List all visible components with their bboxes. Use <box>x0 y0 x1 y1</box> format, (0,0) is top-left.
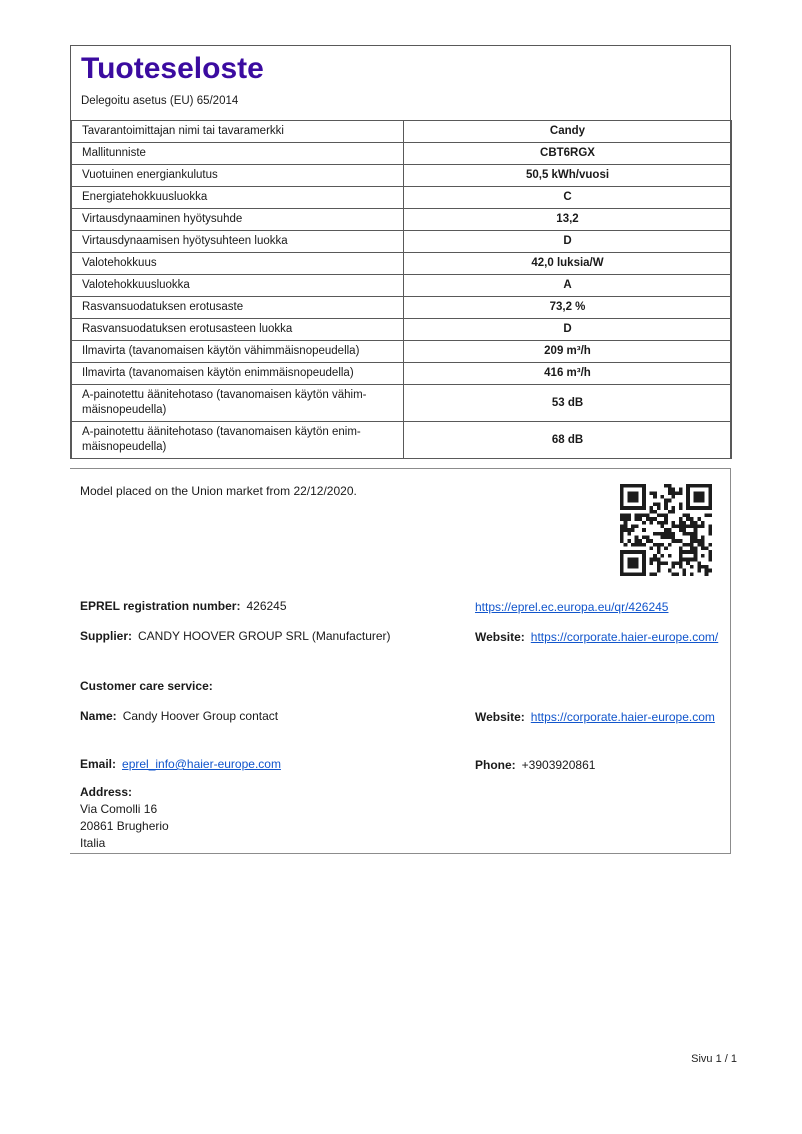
address-line: 20861 Brugherio <box>80 819 169 833</box>
supplier-info <box>80 627 475 667</box>
eprel-link-cell <box>475 597 720 617</box>
contact-name <box>80 707 475 747</box>
care-website-label: Website: <box>475 710 525 724</box>
spec-label: Tavarantoimittajan nimi tai tavaramerkki <box>72 121 404 143</box>
eprel-link[interactable]: https://eprel.ec.europa.eu/qr/426245 <box>475 600 669 614</box>
table-row <box>72 297 732 319</box>
spec-label: A-painotettu äänitehotaso (tavanomaisen käytön enim-mäisnopeudella) <box>72 422 404 459</box>
spec-value: 416 m³/h <box>404 363 732 385</box>
supplier-label: Supplier: <box>80 629 133 643</box>
email-link[interactable]: eprel_info@haier-europe.com <box>122 757 281 771</box>
spec-label: Mallitunniste <box>72 143 404 165</box>
contact-email-row <box>70 755 730 775</box>
care-website-cell <box>475 707 720 747</box>
table-row <box>72 143 732 165</box>
spec-label: Virtausdynaaminen hyötysuhde <box>72 209 404 231</box>
eprel-row <box>70 597 730 617</box>
contact-email <box>80 755 475 775</box>
table-row <box>72 209 732 231</box>
title-area <box>71 46 730 120</box>
table-row <box>72 341 732 363</box>
table-row <box>72 385 732 422</box>
table-row <box>72 187 732 209</box>
page-number: Sivu 1 / 1 <box>691 1053 737 1065</box>
address-block <box>70 783 730 852</box>
spec-label: Valotehokkuus <box>72 253 404 275</box>
spec-label: Energiatehokkuusluokka <box>72 187 404 209</box>
table-row <box>72 275 732 297</box>
spec-label: Virtausdynaamisen hyötysuhteen luokka <box>72 231 404 253</box>
supplier-website-link[interactable]: https://corporate.haier-europe.com/ <box>530 630 719 644</box>
document-page <box>70 45 731 854</box>
spec-label: Rasvansuodatuksen erotusasteen luokka <box>72 319 404 341</box>
spec-label: Rasvansuodatuksen erotusaste <box>72 297 404 319</box>
supplier-row <box>70 627 730 667</box>
spec-value: 68 dB <box>404 422 732 459</box>
regulation-subtitle: Delegoitu asetus (EU) 65/2014 <box>81 95 239 107</box>
contact-name-row <box>70 707 730 747</box>
spec-value: D <box>404 231 732 253</box>
table-row <box>72 319 732 341</box>
care-website-link[interactable]: https://corporate.haier-europe.com <box>530 710 715 724</box>
spec-value: D <box>404 319 732 341</box>
product-fiche-frame <box>70 45 731 459</box>
spec-label: Ilmavirta (tavanomaisen käytön vähimmäisnopeudella) <box>72 341 404 363</box>
spec-label: Vuotuinen energiankulutus <box>72 165 404 187</box>
spec-value: 209 m³/h <box>404 341 732 363</box>
product-spec-table <box>71 120 732 459</box>
spec-value: 13,2 <box>404 209 732 231</box>
supplier-website-label: Website: <box>475 630 525 644</box>
spec-value: 73,2 % <box>404 297 732 319</box>
eprel-label: EPREL registration number: <box>80 599 241 613</box>
spec-value: CBT6RGX <box>404 143 732 165</box>
supplier-value: CANDY HOOVER GROUP SRL (Manufacturer) <box>138 629 391 643</box>
spec-value: A <box>404 275 732 297</box>
market-note: Model placed on the Union market from 22/12/2020. <box>80 484 357 498</box>
address-line: Via Comolli 16 <box>80 802 158 816</box>
spec-label: Valotehokkuusluokka <box>72 275 404 297</box>
qr-code <box>620 484 712 576</box>
contact-section <box>70 468 731 854</box>
table-row <box>72 253 732 275</box>
spec-value: C <box>404 187 732 209</box>
table-row <box>72 121 732 143</box>
spec-value: 50,5 kWh/vuosi <box>404 165 732 187</box>
eprel-registration <box>80 597 475 617</box>
table-row <box>72 363 732 385</box>
address-line: Italia <box>80 836 106 850</box>
name-value: Candy Hoover Group contact <box>122 709 279 723</box>
address-label: Address: <box>80 785 133 799</box>
table-row <box>72 165 732 187</box>
contact-phone <box>475 755 720 775</box>
eprel-value: 426245 <box>246 599 287 613</box>
spec-value: 42,0 luksia/W <box>404 253 732 275</box>
spec-label: Ilmavirta (tavanomaisen käytön enimmäisnopeudella) <box>72 363 404 385</box>
customer-care-heading: Customer care service: <box>80 679 213 693</box>
spec-value: 53 dB <box>404 385 732 422</box>
spec-label: A-painotettu äänitehotaso (tavanomaisen käytön vähim-mäisnopeudella) <box>72 385 404 422</box>
phone-label: Phone: <box>475 758 516 772</box>
table-row <box>72 231 732 253</box>
spec-value: Candy <box>404 121 732 143</box>
supplier-website-cell <box>475 627 720 667</box>
table-row <box>72 422 732 459</box>
page-title: Tuoteseloste <box>81 52 264 85</box>
email-label: Email: <box>80 757 117 771</box>
name-label: Name: <box>80 709 117 723</box>
phone-value: +3903920861 <box>521 758 596 772</box>
